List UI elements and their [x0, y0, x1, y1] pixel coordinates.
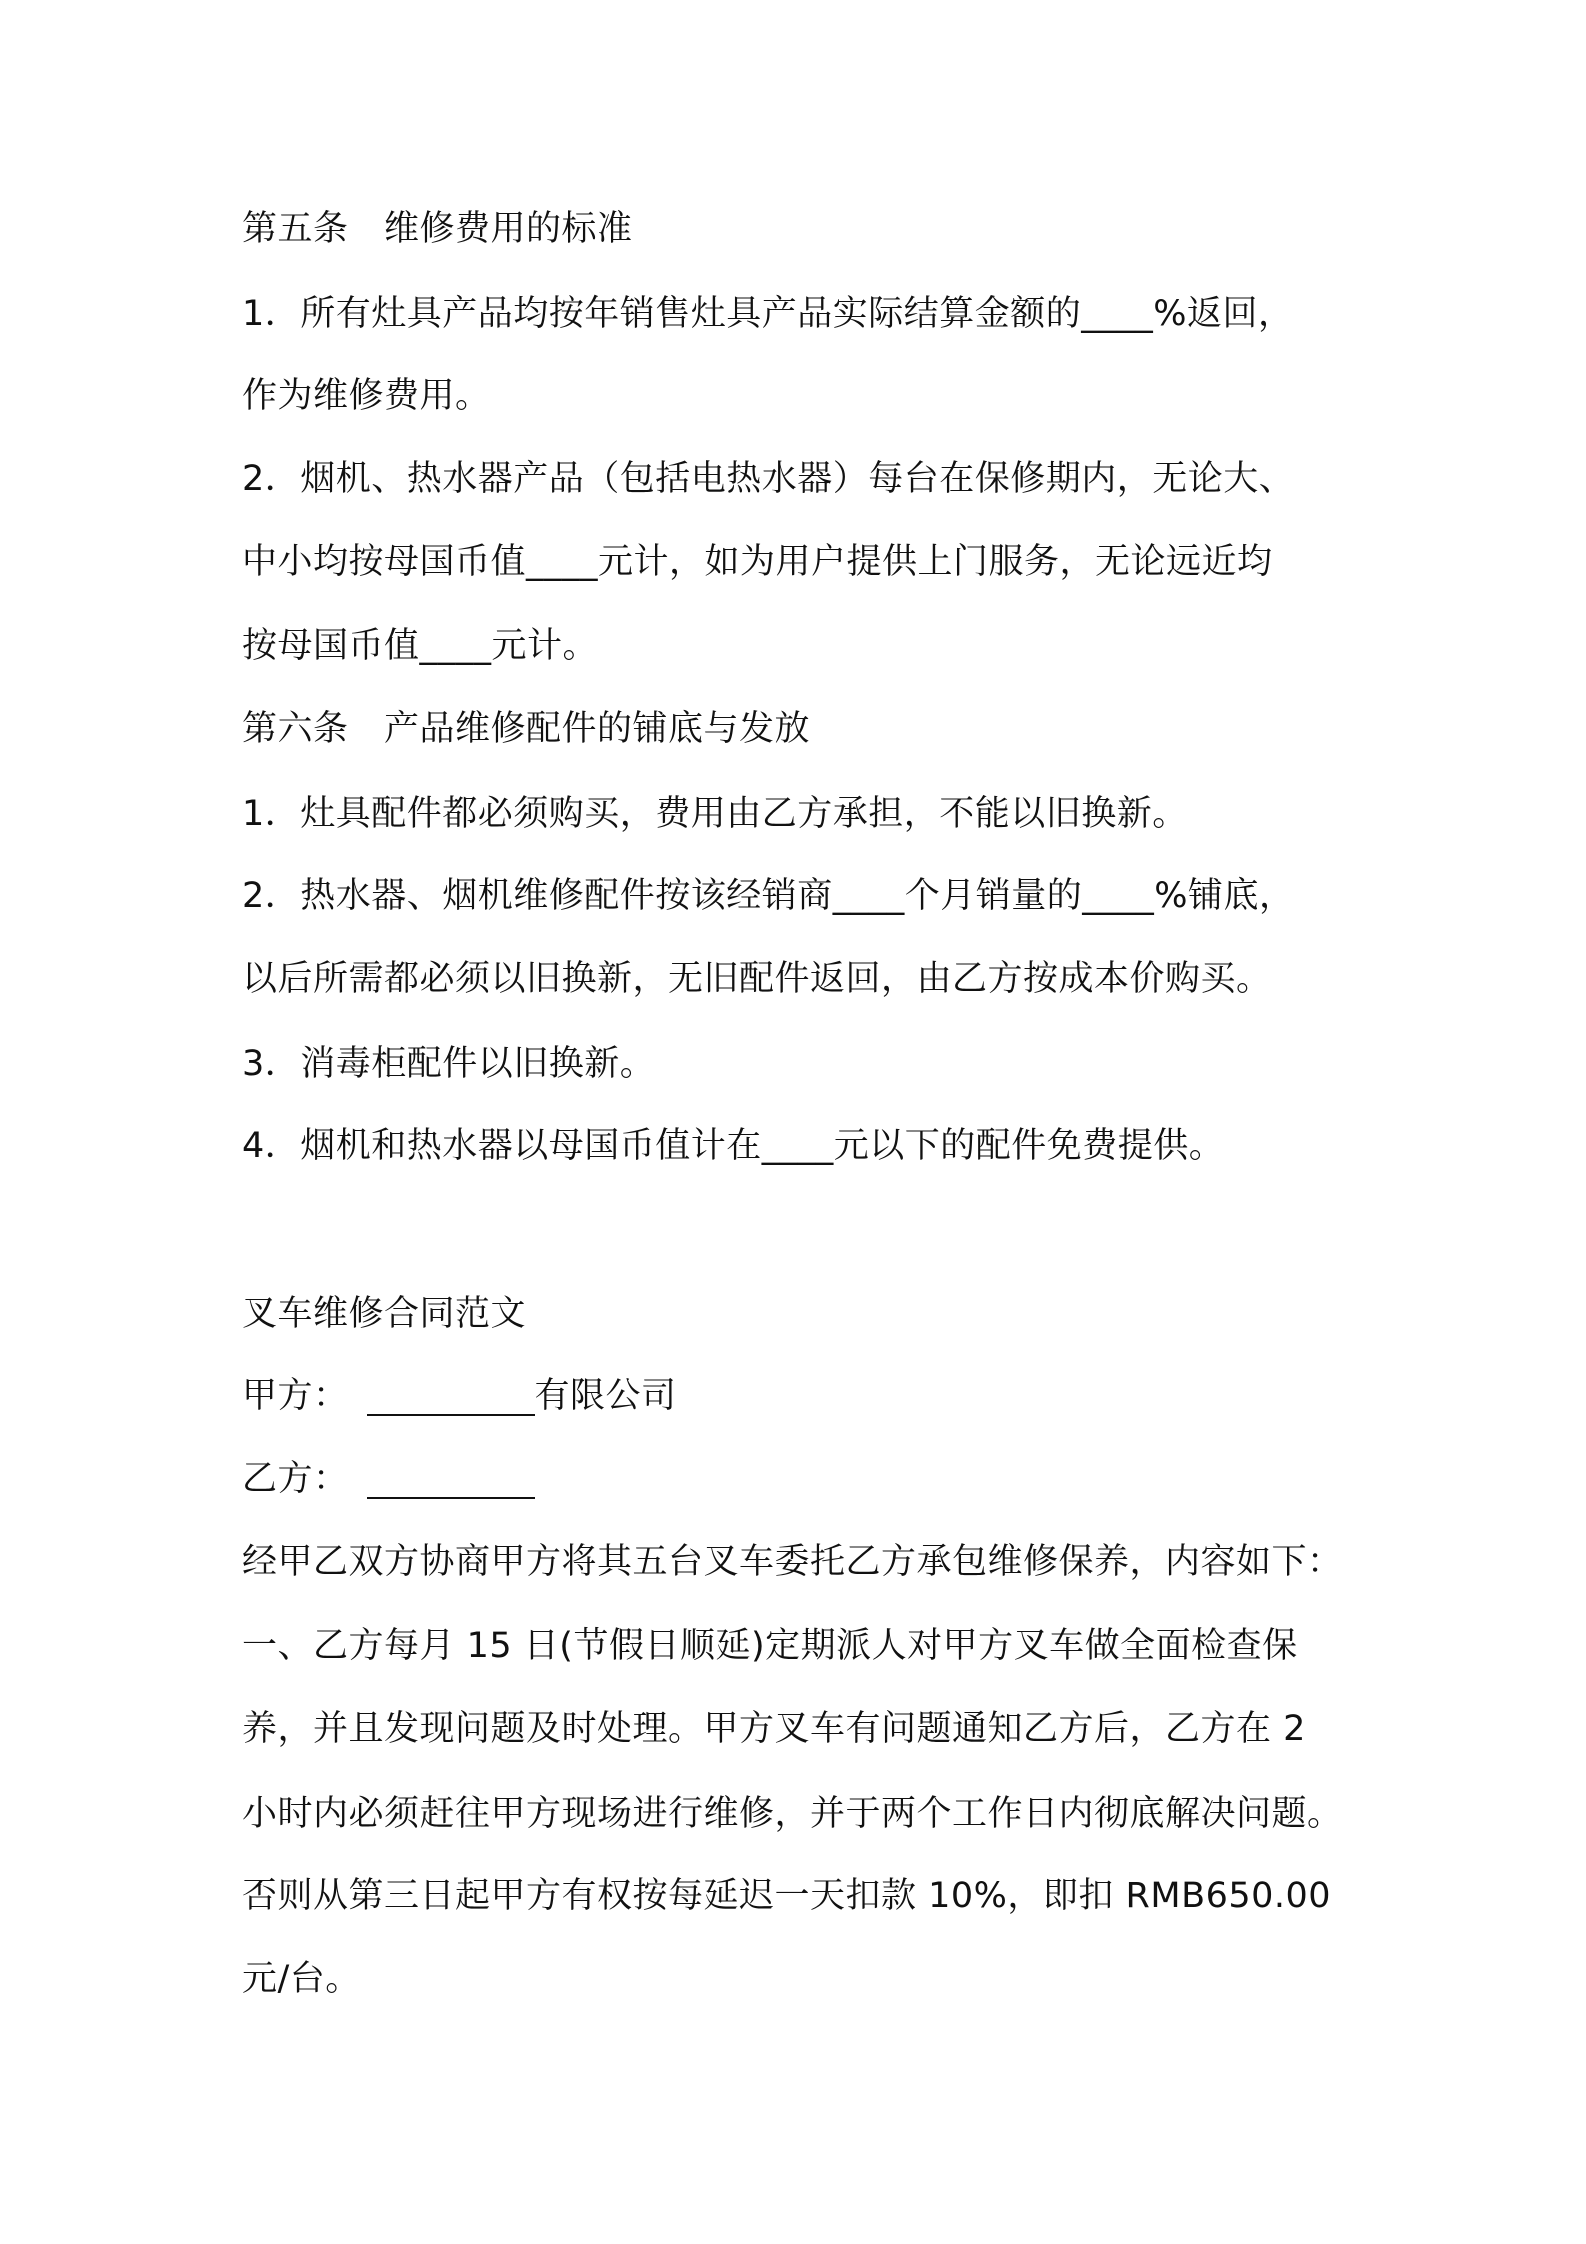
contract-body-line-2: 一、乙方每月 15 日(节假日顺延)定期派人对甲方叉车做全面检查保 [242, 1626, 1298, 1666]
party-b-label: 乙方： [242, 1459, 349, 1499]
article-6-item-2-line-1: 2．热水器、烟机维修配件按该经销商____个月销量的____%铺底， [242, 876, 1295, 916]
article-5-item-1-line-1: 1．所有灶具产品均按年销售灶具产品实际结算金额的____%返回， [242, 294, 1294, 334]
article-5-item-2-line-1: 2．烟机、热水器产品（包括电热水器）每台在保修期内，无论大、 [242, 459, 1295, 499]
contract-body-line-6: 元/台。 [242, 1959, 361, 1999]
article-6-heading: 第六条 产品维修配件的铺底与发放 [242, 709, 811, 749]
contract-body-line-5: 否则从第三日起甲方有权按每延迟一天扣款 10%，即扣 RMB650.00 [242, 1876, 1332, 1916]
article-6-item-3: 3．消毒柜配件以旧换新。 [242, 1044, 656, 1084]
article-6-item-2-line-2: 以后所需都必须以旧换新，无旧配件返回，由乙方按成本价购买。 [242, 959, 1272, 999]
party-a-suffix: 有限公司 [534, 1376, 677, 1416]
article-5-item-2-line-2: 中小均按母国币值____元计，如为用户提供上门服务，无论远近均 [242, 542, 1273, 582]
contract-body-line-1: 经甲乙双方协商甲方将其五台叉车委托乙方承包维修保养，内容如下： [242, 1542, 1343, 1582]
party-b-blank [367, 1457, 535, 1499]
article-6-item-1: 1．灶具配件都必须购买，费用由乙方承担，不能以旧换新。 [242, 794, 1188, 834]
contract-body-line-3: 养，并且发现问题及时处理。甲方叉车有问题通知乙方后，乙方在 2 [242, 1709, 1306, 1749]
contract-title: 叉车维修合同范文 [242, 1294, 527, 1334]
contract-body-line-4: 小时内必须赶往甲方现场进行维修，并于两个工作日内彻底解决问题。 [242, 1794, 1343, 1834]
party-a-label: 甲方： [242, 1376, 349, 1416]
article-5-heading: 第五条 维修费用的标准 [242, 209, 633, 249]
party-a-line [242, 1372, 677, 1420]
party-a-blank [367, 1374, 535, 1416]
article-5-item-1-line-2: 作为维修费用。 [242, 376, 491, 416]
article-5-item-2-line-3: 按母国币值____元计。 [242, 626, 599, 666]
article-6-item-4: 4．烟机和热水器以母国币值计在____元以下的配件免费提供。 [242, 1126, 1225, 1166]
party-b-line [242, 1455, 535, 1503]
